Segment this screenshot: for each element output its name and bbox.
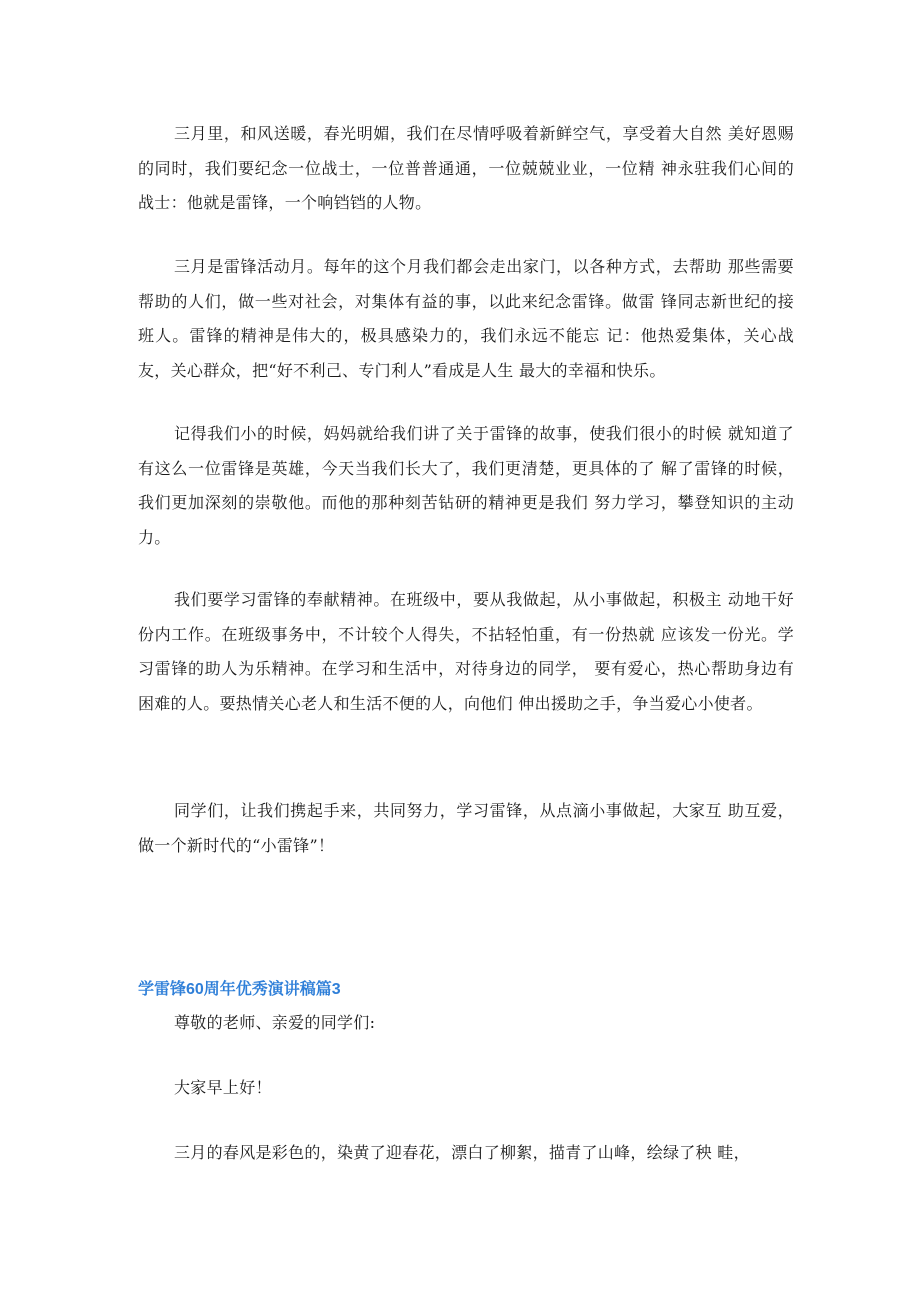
paragraph-1: 三月里，和风送暖，春光明媚，我们在尽情呼吸着新鲜空气，享受着大自然 美好恩赐的同时，我们要纪念一位战士，一位普普通通，一位兢兢业业，一位精 神永驻我们心间的战士：他就是雷锋，一个响铛铛的人物。 [138, 124, 794, 212]
paragraph-5: 同学们，让我们携起手来，共同努力，学习雷锋，从点滴小事做起，大家互 助互爱，做一个新时代的“小雷锋”！ [138, 801, 794, 855]
salutation: 尊敬的老师、亲爱的同学们: [174, 1013, 376, 1032]
last-line: 三月的春风是彩色的，染黄了迎春花，漂白了柳絮，描青了山峰，绘绿了秧 畦， [174, 1143, 750, 1162]
paragraph-3: 记得我们小的时候，妈妈就给我们讲了关于雷锋的故事，使我们很小的时候 就知道了有这么一位雷锋是英雄，今天当我们长大了，我们更清楚，更具体的了 解了雷锋的时候，我们更加深刻的崇敬他。而他的那种刻苦钻研的精神更是我们 努力学习，攀登知识的主动力。 [138, 424, 794, 547]
paragraph-2: 三月是雷锋活动月。每年的这个月我们都会走出家门，以各种方式，去帮助 那些需要帮助的人们，做一些对社会，对集体有益的事，以此来纪念雷锋。做雷 锋同志新世纪的接班人。雷锋的精神是伟大的，极具感染力的，我们永远不能忘 记：他热爱集体，关心战友，关心群众，把“好不利己、专门利人”看成是人生 最大的幸福和快乐。 [138, 257, 794, 380]
greeting: 大家早上好！ [174, 1078, 272, 1097]
section-title: 学雷锋60周年优秀演讲稿篇3 [138, 981, 341, 998]
paragraph-4: 我们要学习雷锋的奉献精神。在班级中，要从我做起，从小事做起，积极主 动地干好份内工作。在班级事务中，不计较个人得失，不拈轻怕重，有一份热就 应该发一份光。学习雷锋的助人为乐精神。在学习和生活中，对待身边的同学， 要有爱心，热心帮助身边有困难的人。要热情关心老人和生活不便的人，向他们 伸出援助之手，争当爱心小使者。 [138, 590, 794, 713]
